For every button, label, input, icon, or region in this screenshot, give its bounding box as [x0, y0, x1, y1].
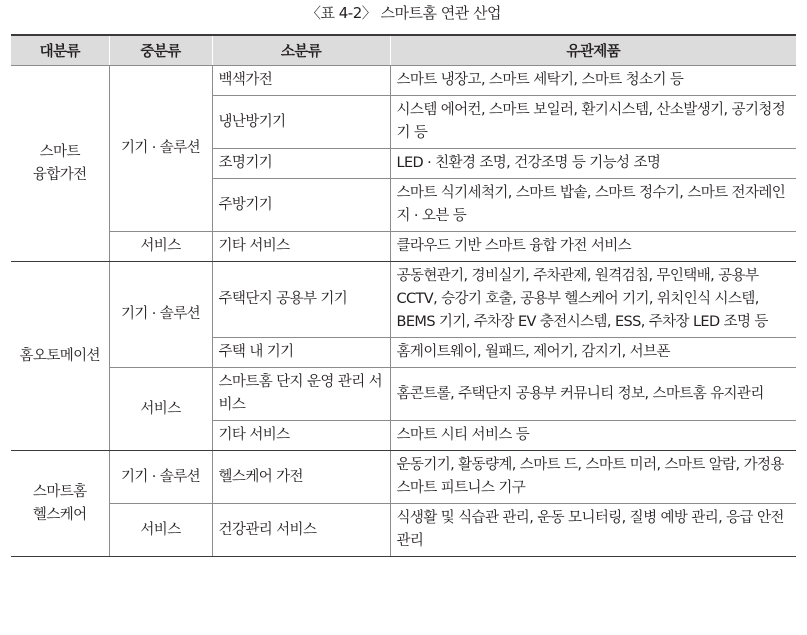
sub-category-cell: 조명기기 — [212, 149, 390, 179]
major-category-cell: 스마트홈 헬스케어 — [11, 451, 109, 557]
sub-category-cell: 백색가전 — [212, 66, 390, 96]
related-products-cell: 홈게이트웨이, 월패드, 제어기, 감지기, 서브폰 — [390, 338, 796, 368]
smart-home-industry-table — [11, 34, 796, 557]
related-products-cell: 운동기기, 활동량계, 스마트 드, 스마트 미러, 스마트 알람, 가정용 스마트 피트니스 기구 — [390, 451, 796, 504]
header-middle: 중분류 — [109, 35, 212, 66]
related-products-cell: 홈콘트롤, 주택단지 공용부 커뮤니티 정보, 스마트홈 유지관리 — [390, 368, 796, 421]
related-products-cell: 스마트 냉장고, 스마트 세탁기, 스마트 청소기 등 — [390, 66, 796, 96]
related-products-cell: 공동현관기, 경비실기, 주차관제, 원격검침, 무인택배, 공용부 CCTV, 승강기 호출, 공용부 헬스케어 기기, 위치인식 시스템, BEMS 기기, 주차장 EV 충전시스템, ESS, 주차장 LED 조명 등 — [390, 262, 796, 338]
middle-category-cell: 서비스 — [109, 232, 212, 262]
middle-category-cell: 서비스 — [109, 504, 212, 557]
header-major: 대분류 — [11, 35, 109, 66]
major-category-cell: 스마트 융합가전 — [11, 66, 109, 262]
table-row — [11, 262, 796, 338]
table-row — [11, 451, 796, 504]
sub-category-cell: 주방기기 — [212, 179, 390, 232]
middle-category-cell: 서비스 — [109, 368, 212, 451]
sub-category-cell: 건강관리 서비스 — [212, 504, 390, 557]
table-row — [11, 66, 796, 96]
middle-category-cell: 기기 · 솔루션 — [109, 262, 212, 368]
related-products-cell: 식생활 및 식습관 관리, 운동 모니터링, 질병 예방 관리, 응급 안전 관리 — [390, 504, 796, 557]
sub-category-cell: 기타 서비스 — [212, 232, 390, 262]
header-products: 유관제품 — [390, 35, 796, 66]
related-products-cell: 스마트 시티 서비스 등 — [390, 421, 796, 451]
related-products-cell: 시스템 에어컨, 스마트 보일러, 환기시스템, 산소발생기, 공기청정기 등 — [390, 96, 796, 149]
major-category-cell: 홈오토메이션 — [11, 262, 109, 451]
table-row — [11, 504, 796, 557]
table-body — [11, 66, 796, 557]
sub-category-cell: 주택 내 기기 — [212, 338, 390, 368]
sub-category-cell: 주택단지 공용부 기기 — [212, 262, 390, 338]
middle-category-cell: 기기 · 솔루션 — [109, 66, 212, 232]
table-header-row — [11, 35, 796, 66]
table-row — [11, 232, 796, 262]
related-products-cell: LED · 친환경 조명, 건강조명 등 기능성 조명 — [390, 149, 796, 179]
sub-category-cell: 스마트홈 단지 운영 관리 서비스 — [212, 368, 390, 421]
table-row — [11, 368, 796, 421]
related-products-cell: 클라우드 기반 스마트 융합 가전 서비스 — [390, 232, 796, 262]
related-products-cell: 스마트 식기세척기, 스마트 밥솥, 스마트 정수기, 스마트 전자레인지 · 오븐 등 — [390, 179, 796, 232]
middle-category-cell: 기기 · 솔루션 — [109, 451, 212, 504]
header-sub: 소분류 — [212, 35, 390, 66]
sub-category-cell: 기타 서비스 — [212, 421, 390, 451]
sub-category-cell: 헬스케어 가전 — [212, 451, 390, 504]
sub-category-cell: 냉난방기기 — [212, 96, 390, 149]
table-caption: 〈표 4-2〉 스마트홈 연관 산업 — [306, 4, 501, 22]
